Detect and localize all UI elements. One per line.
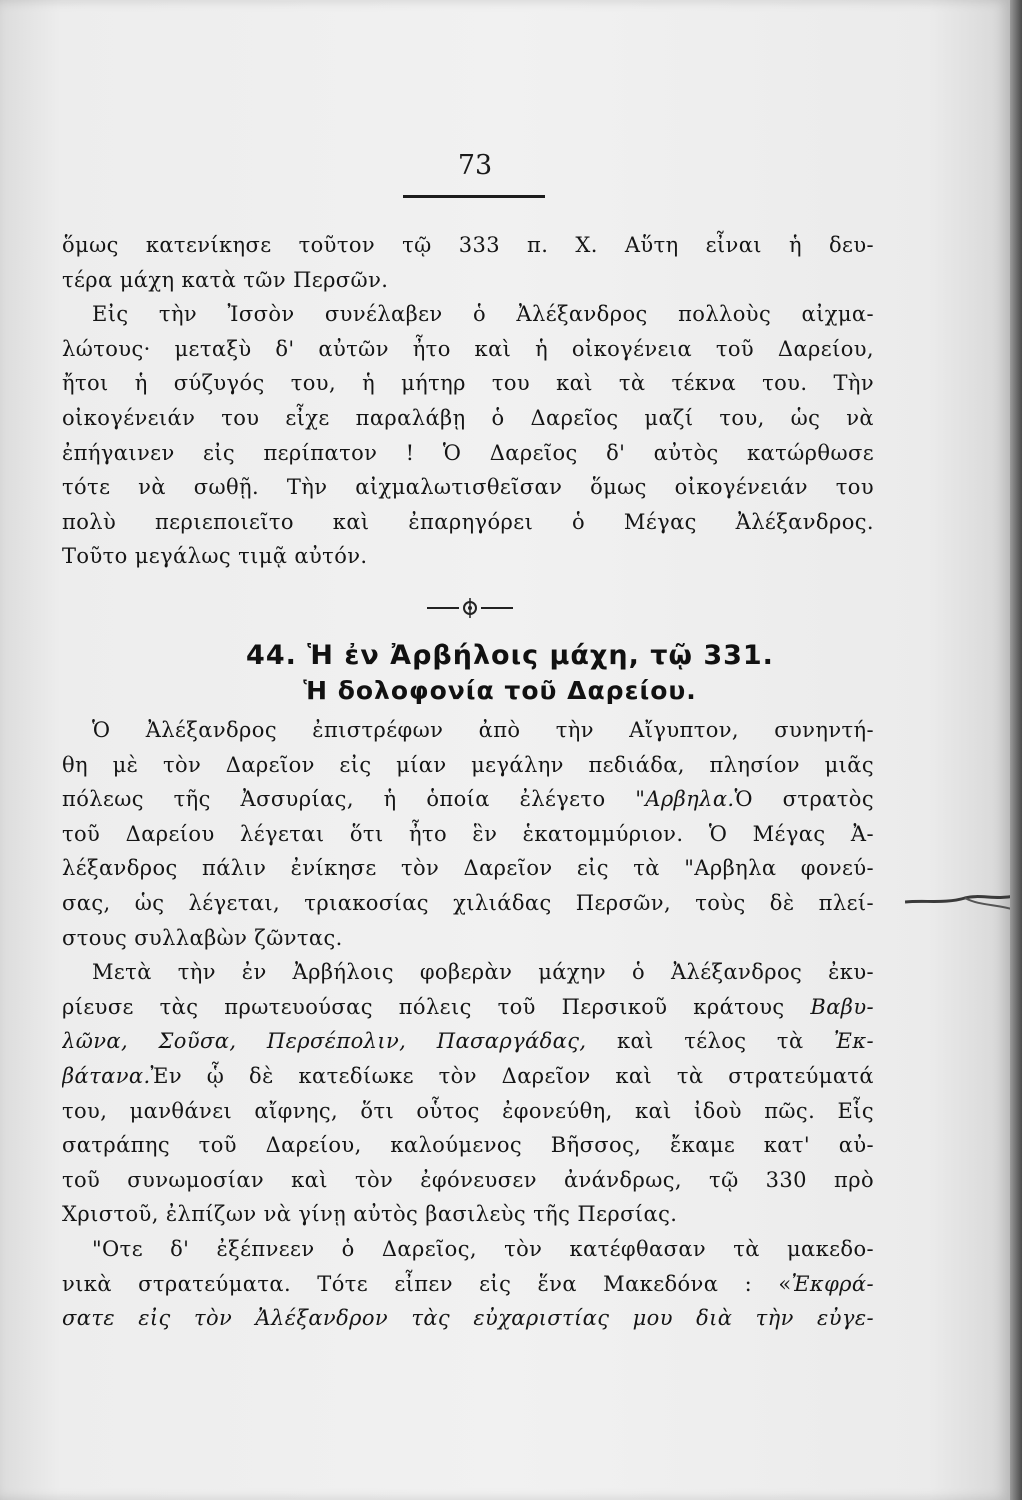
text-span: Ὁ στρατὸς <box>734 787 874 812</box>
text-line <box>62 990 874 1025</box>
text-line: λέξανδρος πάλιν ἐνίκησε τὸν Δαρεῖον εἰς τὰ "Αρβηλα φονεύ- <box>62 856 874 881</box>
page-tear-mark <box>905 880 1015 920</box>
text-line: ὅμως κατενίκησε τοῦτον τῷ 333 π. Χ. Αὕτη εἶναι ἡ δευ- <box>62 233 874 257</box>
text-line <box>62 1024 874 1059</box>
text-line: τότε νὰ σωθῇ. Τὴν αἰχμαλωτισθεῖσαν ὅμως οἰκογένειάν του <box>62 475 874 500</box>
text-line: Τοῦτο μεγάλως τιμᾷ αὐτόν. <box>62 544 368 569</box>
text-span: ρίευσε τὰς πρωτευούσας πόλεις τοῦ Περσικοῦ κράτους <box>62 994 811 1019</box>
italic-place-name: Ἐκ- <box>834 1029 874 1054</box>
text-line: Μετὰ τὴν ἐν Ἀρβήλοις φοβερὰν μάχην ὁ Ἀλέξανδρος ἐκυ- <box>92 960 874 985</box>
text-span: καὶ τέλος τὰ <box>586 1029 835 1054</box>
italic-quote: Ἐκφρά- <box>791 1271 874 1296</box>
section-one-text <box>62 228 874 574</box>
text-line: του, μανθάνει αἴφνης, ὅτι οὗτος ἐφονεύθη, καὶ ἰδοὺ πῶς. Εἷς <box>62 1098 874 1123</box>
text-line <box>62 1267 874 1302</box>
text-line <box>62 1301 874 1336</box>
text-line: θη μὲ τὸν Δαρεῖον εἰς μίαν μεγάλην πεδιάδα, πλησίον μιᾶς <box>62 752 874 777</box>
text-line: λώτους· μεταξὺ δ' αὐτῶν ἦτο καὶ ἡ οἰκογένεια τοῦ Δαρείου, <box>62 336 874 361</box>
text-line: Εἰς τὴν Ἰσσὸν συνέλαβεν ὁ Ἀλέξανδρος πολλοὺς αἰχμα- <box>92 302 874 327</box>
text-line <box>62 1059 874 1094</box>
text-line: πολὺ περιεποιεῖτο καὶ ἐπαρηγόρει ὁ Μέγας Ἀλέξανδρος. <box>62 509 874 534</box>
text-line <box>62 782 874 817</box>
italic-place-name: "Αρβηλα. <box>635 787 735 812</box>
italic-place-name: Βαβυ- <box>810 994 874 1019</box>
text-line: σας, ὡς λέγεται, τριακοσίας χιλιάδας Περσῶν, τοὺς δὲ πλεί- <box>62 890 874 915</box>
section-divider-ornament <box>425 596 515 620</box>
chapter-subheading: Ἡ δολοφονία τοῦ Δαρείου. <box>303 676 697 705</box>
text-line: ἤτοι ἡ σύζυγός του, ἡ μήτηρ του καὶ τὰ τέκνα του. Τὴν <box>62 371 874 396</box>
text-line: στους συλλαβὼν ζῶντας. <box>62 925 343 950</box>
text-span: πόλεως τῆς Ἀσσυρίας, ἡ ὁποία ἐλέγετο <box>62 787 636 812</box>
italic-place-name: λῶνα, Σοῦσα, Περσέπολιν, Πασαργάδας, <box>62 1029 587 1054</box>
text-line: τοῦ Δαρείου λέγεται ὅτι ἦτο ἓν ἑκατομμύριον. Ὁ Μέγας Ἀ- <box>62 821 874 846</box>
text-line: Χριστοῦ, ἐλπίζων νὰ γίνῃ αὐτὸς βασιλεὺς τῆς Περσίας. <box>62 1202 678 1227</box>
italic-quote: σατε εἰς τὸν Ἀλέξανδρον τὰς εὐχαριστίας μου διὰ τὴν εὐγε- <box>62 1306 874 1331</box>
page-edge-shadow <box>1010 0 1022 1500</box>
chapter-heading: 44. Ἡ ἐν Ἀρβήλοις μάχη, τῷ 331. <box>246 640 774 671</box>
italic-place-name: βάτανα. <box>62 1063 151 1088</box>
text-span: νικὰ στρατεύματα. Τότε εἶπεν εἰς ἕνα Μακεδόνα : « <box>62 1271 792 1296</box>
text-span: Ἐν ᾧ δὲ κατεδίωκε τὸν Δαρεῖον καὶ τὰ στρατεύματά <box>150 1063 874 1088</box>
text-line: Ὁ Ἀλέξανδρος ἐπιστρέφων ἀπὸ τὴν Αἴγυπτον, συνηντή- <box>92 718 874 742</box>
page-number-rule <box>403 195 545 198</box>
text-line: ἐπήγαινεν εἰς περίπατον ! Ὁ Δαρεῖος δ' αὐτὸς κατώρθωσε <box>62 440 874 465</box>
text-line: τέρα μάχη κατὰ τῶν Περσῶν. <box>62 267 389 292</box>
text-line: οἰκογένειάν του εἶχε παραλάβῃ ὁ Δαρεῖος μαζί του, ὡς νὰ <box>62 405 874 430</box>
text-line: σατράπης τοῦ Δαρείου, καλούμενος Βῆσσος, ἔκαμε κατ' αὐ- <box>62 1133 874 1158</box>
section-two-text <box>62 713 874 1336</box>
text-line: "Οτε δ' ἐξέπνεεν ὁ Δαρεῖος, τὸν κατέφθασαν τὰ μακεδο- <box>92 1236 874 1261</box>
page-number: 73 <box>457 150 493 181</box>
text-line: τοῦ συνωμοσίαν καὶ τὸν ἐφόνευσεν ἀνάνδρως, τῷ 330 πρὸ <box>62 1167 874 1192</box>
